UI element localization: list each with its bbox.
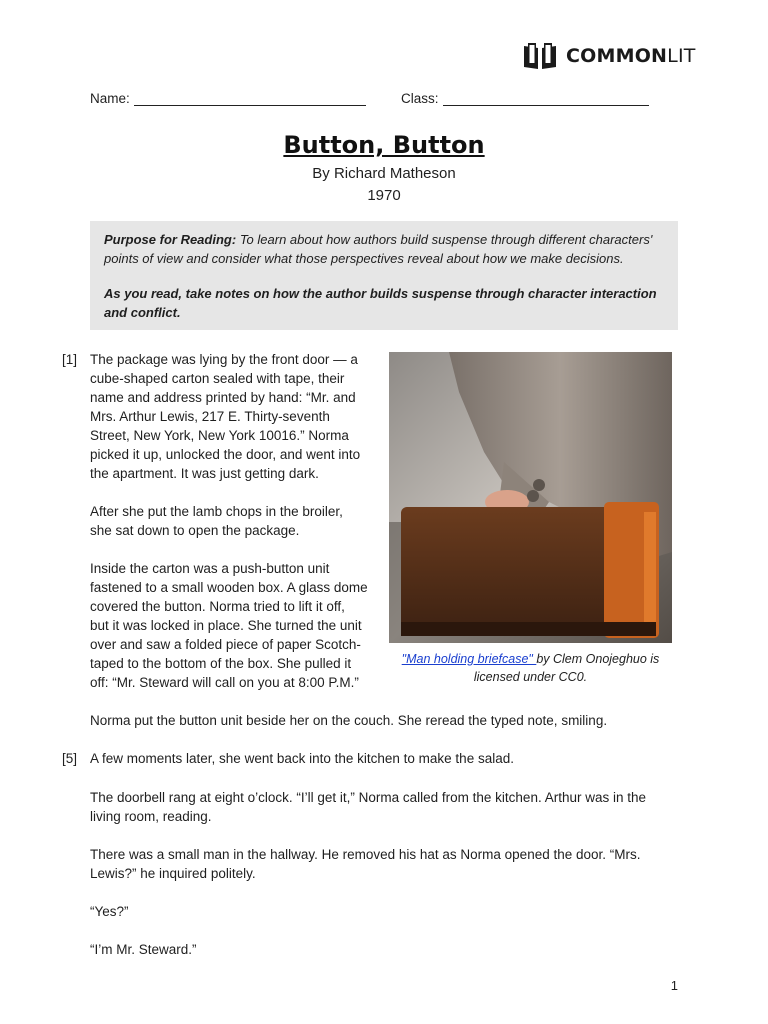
paragraph: “Yes?”: [90, 904, 129, 919]
story-title: Button, Button: [283, 131, 485, 159]
open-book-icon: [522, 42, 558, 70]
story-year: 1970: [367, 187, 401, 204]
briefcase-photo: [389, 352, 672, 643]
name-field[interactable]: [90, 91, 366, 106]
image-license-text: by Clem Onojeghuo is licensed under CC0.: [473, 652, 660, 684]
purpose-text: Purpose for Reading: To learn about how authors build suspense through different characters' points of view and consider what those perspectives reveal about how we make decisions.: [104, 232, 653, 266]
paragraph: Norma put the button unit beside her on the couch. She reread the typed note, smiling.: [90, 713, 608, 728]
class-line[interactable]: [443, 92, 649, 106]
name-label: Name:: [90, 91, 130, 106]
image-caption: [389, 650, 672, 686]
class-label: Class:: [401, 91, 439, 106]
paragraph-number: [1]: [62, 352, 78, 367]
page-number: 1: [670, 978, 678, 993]
image-source-link[interactable]: "Man holding briefcase": [401, 652, 537, 666]
name-line[interactable]: [134, 92, 366, 106]
paragraph: After she put the lamb chops in the broiler, she sat down to open the package.: [90, 504, 343, 538]
story-author: By Richard Matheson: [312, 165, 456, 182]
paragraph: There was a small man in the hallway. He removed his hat as Norma opened the door. “Mrs. Lewis?” he inquired politely.: [90, 847, 641, 881]
paragraph-number: [5]: [62, 751, 78, 766]
paragraph: “I’m Mr. Steward.”: [90, 942, 197, 957]
paragraph: Inside the carton was a push-button unit fastened to a small wooden box. A glass dome covered the button. Norma tried to lift it off, but it was locked in place. She turned the unit over and saw a folded piece of paper Scotch- taped to the bottom of the box. She pulled it off: “Mr. Steward will call on you at 8:00 P.M.”: [90, 561, 368, 690]
reading-instruction: As you read, take notes on how the author builds suspense through character interaction and conflict.: [104, 286, 657, 320]
paragraph: A few moments later, she went back into the kitchen to make the salad.: [90, 751, 514, 766]
briefcase-illustration: [389, 352, 672, 643]
class-field[interactable]: [401, 91, 649, 106]
paragraph: The doorbell rang at eight o’clock. “I’ll get it,” Norma called from the kitchen. Arthur was in the living room, reading.: [90, 790, 647, 824]
brand-name: COMMONLIT: [566, 45, 696, 67]
purpose-box: [90, 221, 678, 330]
commonlit-logo: [522, 41, 696, 71]
paragraph: The package was lying by the front door — a cube-shaped carton sealed with tape, their name and address printed by hand: “Mr. and Mrs. Arthur Lewis, 217 E. Thirty-seventh Street, New York, New York 10016.” Norma picked it up, unlocked the door, and went into the apartment. It was just getting dark.: [90, 352, 361, 481]
purpose-label: Purpose for Reading:: [104, 232, 237, 247]
